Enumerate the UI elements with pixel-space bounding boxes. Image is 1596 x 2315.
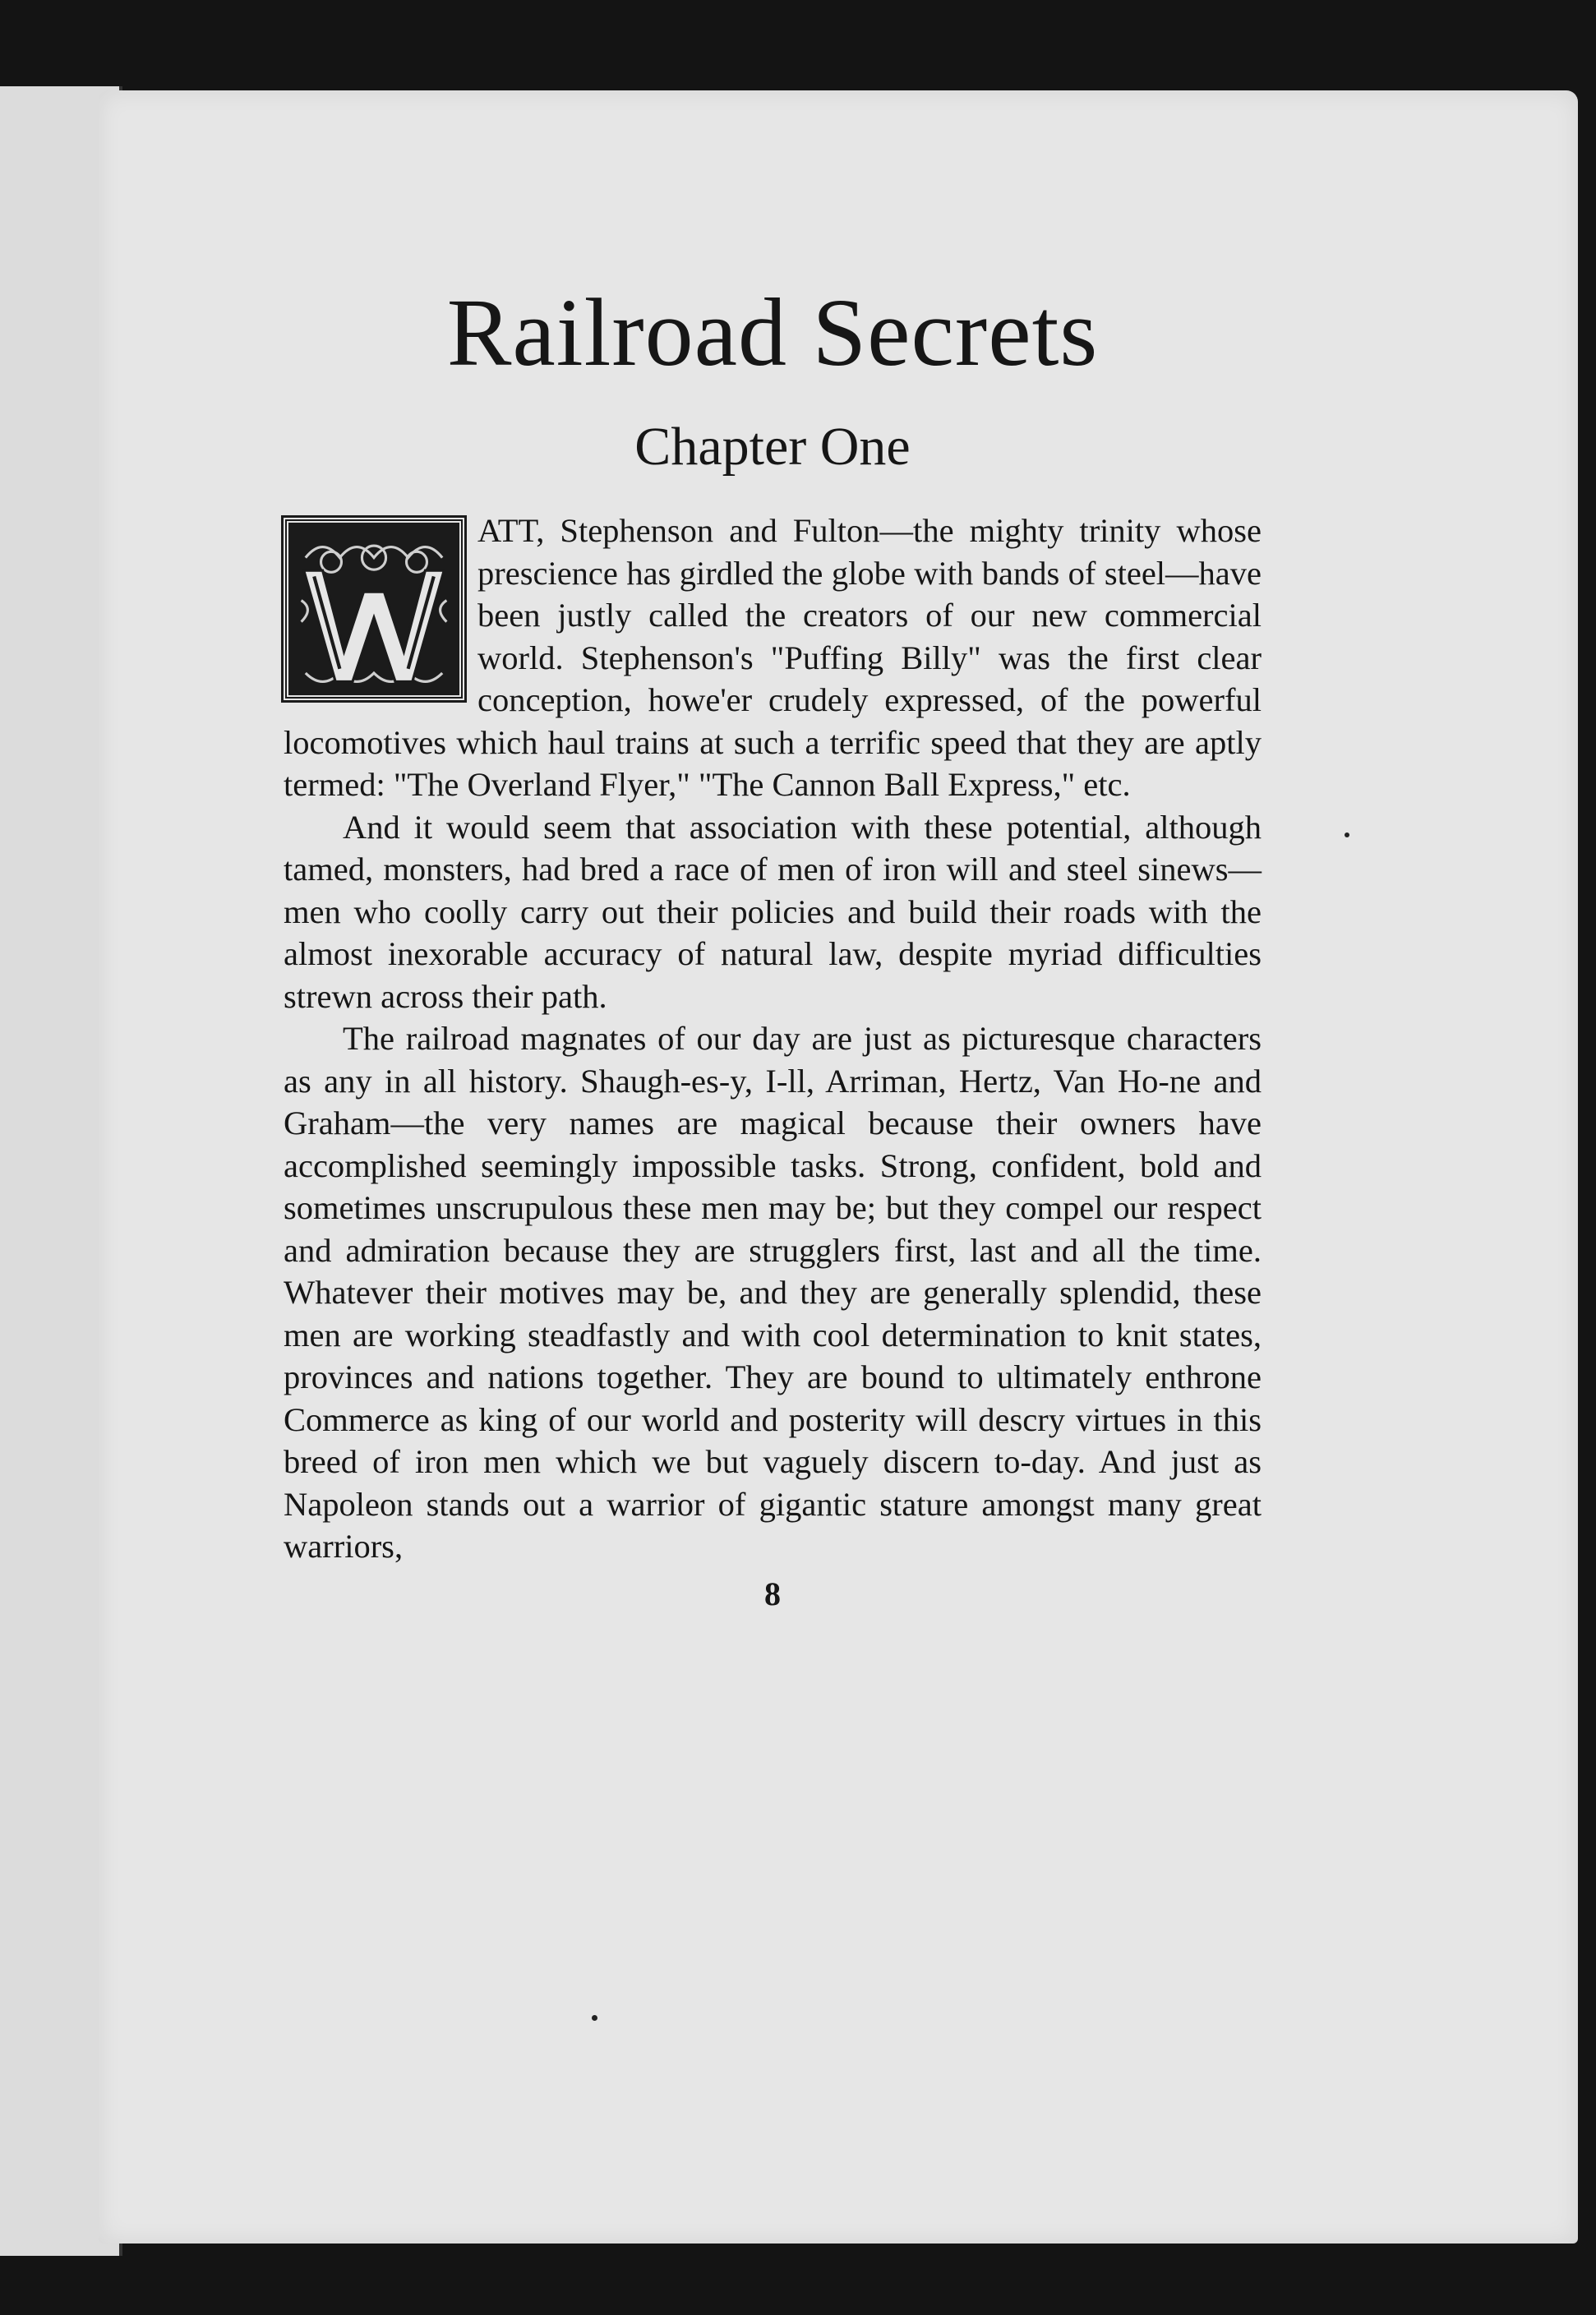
chapter-heading: Chapter One [634, 416, 911, 477]
page-number: 8 [764, 1575, 781, 1612]
paragraph-2: And it would seem that association with these potential, although tamed, monsters, had bred a race of men of iron will and steel sinews—men who coolly carry out their policies and build their roads with the almost inexorable accuracy of natural law, despite myriad difficulties strewn across their path. [284, 808, 1262, 1015]
ornamental-drop-cap-icon [288, 523, 459, 695]
paragraph-3: The railroad magnates of our day are just as picturesque characters as any in all history. Shaugh-es-y, I-ll, Arriman, Hertz, Van Ho-ne and Graham—the very names are magical because their owners have accomplished seemingly impossible tasks. Strong, confident, bold and sometimes unscrupulous these men may be; but they compel our respect and admiration because they are strugglers first, last and all the time. Whatever their motives may be, and they are generally splendid, these men are working steadfastly and with cool determination to knit states, provinces and nations together. They are bound to ultimately enthrone Commerce as king of our world and posterity will descry virtues in this breed of iron men which we but vaguely discern to-day. And just as Napoleon stands out a warrior of gigantic stature amongst many great warriors, [284, 1020, 1262, 1566]
dust-speck [1345, 832, 1349, 837]
drop-cap-w [284, 518, 464, 700]
paragraph-1: ATT, Stephenson and Fulton—the mighty trinity whose prescience has girdled the globe with bands of steel—have been justly called the creators of our new commercial world. Stephenson's "Puffing Billy" was the first clear conception, howe'er crudely expressed, of the powerful locomotives which haul trains at such a terrific speed that they are aptly termed: "The Overland Flyer," "The Cannon Ball Express," etc. [284, 512, 1262, 804]
dust-speck [592, 2015, 597, 2021]
page-content [284, 189, 1262, 1613]
body-text [284, 510, 1262, 1568]
page-title: Railroad Secrets [446, 279, 1099, 386]
